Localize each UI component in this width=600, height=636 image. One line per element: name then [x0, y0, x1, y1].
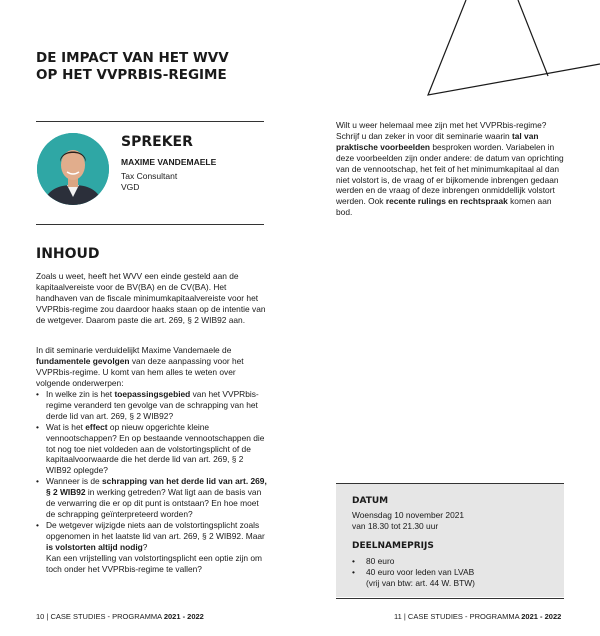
- inhoud-top-rule: [36, 224, 264, 225]
- topics-list: [36, 389, 268, 574]
- speaker-details: [121, 171, 177, 193]
- datum-line-1: Woensdag 10 november 2021: [352, 510, 465, 520]
- speaker-avatar: [37, 133, 109, 205]
- footer-left: 10 | CASE STUDIES - PROGRAMMA 2021 - 2022: [36, 612, 204, 621]
- title-line-2: OP HET VVPRBIS-REGIME: [36, 67, 227, 83]
- list-item: • 80 euro: [352, 556, 557, 567]
- prijs-heading: DEELNAMEPRIJS: [352, 541, 434, 551]
- list-item: • 40 euro voor leden van LVAB (vrij van btw: art. 44 W. BTW): [352, 567, 557, 589]
- right-intro-paragraph: Wilt u weer helemaal mee zijn met het VVPRbis-regime? Schrijf u dan zeker in voor dit seminarie waarin tal van praktische voorbeelden besproken worden. Variabelen in deze voorbeelden zijn onder andere: de datum van oprichting van de vennootschap, het feit of het minimumkapitaal al dan niet volstort is, de vraag of er bijkomende inbrengen gedaan werden en de vraag of deze inbrengen onmiddellijk volstort werden. Ook recente rulings en rechtspraak komen aan bod.: [336, 120, 564, 218]
- inhoud-paragraph-1: Zoals u weet, heeft het WVV een einde gesteld aan de kapitaalvereiste voor de BV(BA) en de CV(BA). Het handhaven van de fiscale minimumkapitaalvereiste voor het VVPRbis-regime zou daardoor haaks staan op de intentie van de wetgever. Daarom paste die art. 269, § 2 WIB92 aan.: [36, 271, 266, 325]
- price-list: [352, 556, 557, 589]
- speaker-name: MAXIME VANDEMAELE: [121, 157, 217, 167]
- list-item: • Wanneer is de schrapping van het derde lid van art. 269, § 2 WIB92 in werking getreden? Wat ligt aan de basis van de verwarring die er op dit punt is ontstaan? En hoe moet de schrapping geïnterpreteerd worden?: [36, 476, 268, 520]
- list-item: • De wetgever wijzigde niets aan de volstortingsplicht zoals opgenomen in het laatste lid van art. 269, § 2 WIB92. Maar is volstorten altijd nodig? Kan een vrijstelling van volstortingsplicht een optie zijn om toch onder het VVPRbis-regime te vallen?: [36, 520, 268, 575]
- footer-right: 11 | CASE STUDIES - PROGRAMMA 2021 - 2022: [394, 612, 562, 621]
- inhoud-paragraph-2: In dit seminarie verduidelijkt Maxime Vandemaele de fundamentele gevolgen van deze aanpassing voor het VVPRbis-regime. U komt van hem alles te weten over volgende onderwerpen:: [36, 345, 244, 388]
- speaker-role: Tax Consultant: [121, 171, 178, 181]
- list-item: • In welke zin is het toepassingsgebied van het VVPRbis-regime veranderd ten gevolge van de schrapping van het derde lid van art. 269, § 2 WIB92?: [36, 389, 268, 422]
- info-box: [336, 483, 564, 597]
- person-photo-icon: [37, 133, 109, 205]
- title-line-1: DE IMPACT VAN HET WVV: [36, 50, 229, 66]
- speaker-company: VGD: [121, 182, 140, 192]
- list-item: • Wat is het effect op nieuw opgerichte kleine vennootschappen? En op bestaande vennootschappen die tot nog toe niet voldeden aan de volstortingsplicht of de kapitaalvoorwaarde die het derde lid van art. 269, § 2 WIB92 oplegde?: [36, 422, 268, 477]
- datum-heading: DATUM: [352, 496, 389, 506]
- page-title: [36, 50, 296, 84]
- box-bottom-rule: [336, 598, 564, 599]
- highlight-fundamentele-gevolgen: fundamentele gevolgen: [36, 355, 130, 366]
- speaker-heading: SPREKER: [121, 134, 193, 150]
- speaker-top-rule: [36, 121, 264, 122]
- inhoud-heading: INHOUD: [36, 246, 100, 262]
- datum-line-2: van 18.30 tot 21.30 uur: [352, 521, 439, 531]
